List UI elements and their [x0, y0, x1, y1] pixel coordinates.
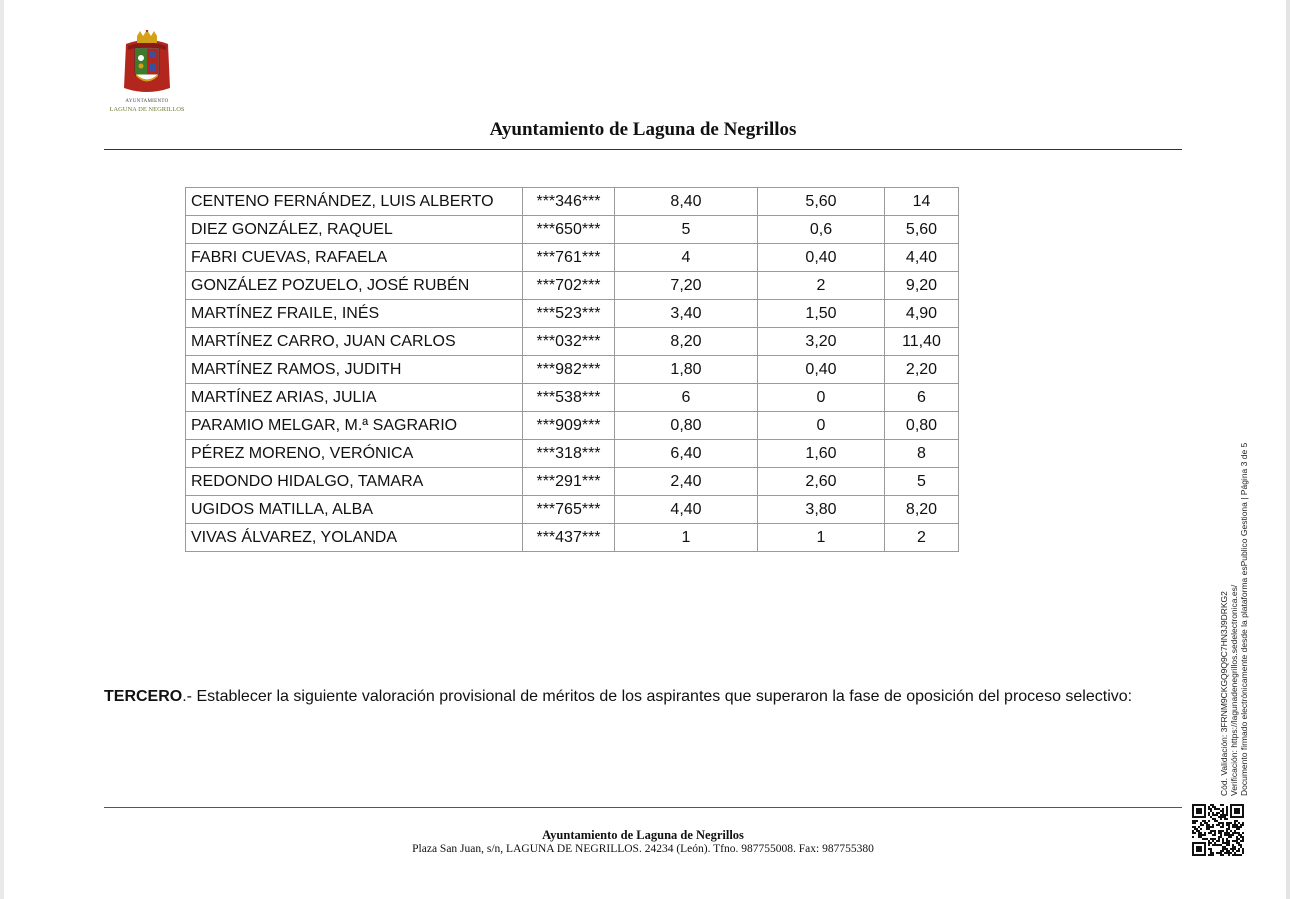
cell-name: MARTÍNEZ FRAILE, INÉS	[186, 300, 523, 328]
cell-total: 2	[885, 524, 959, 552]
footer-rule	[104, 807, 1182, 808]
crest-icon	[122, 30, 172, 98]
table-row	[186, 524, 959, 552]
cell-id: ***437***	[523, 524, 615, 552]
cell-score-b: 0,40	[758, 356, 885, 384]
cell-total: 8,20	[885, 496, 959, 524]
cell-score-a: 6	[615, 384, 758, 412]
cell-score-a: 1,80	[615, 356, 758, 384]
cell-name: UGIDOS MATILLA, ALBA	[186, 496, 523, 524]
cell-total: 6	[885, 384, 959, 412]
cell-score-b: 1,50	[758, 300, 885, 328]
cell-score-a: 4	[615, 244, 758, 272]
cell-score-a: 8,20	[615, 328, 758, 356]
page-edge-right	[1286, 0, 1290, 899]
cell-total: 2,20	[885, 356, 959, 384]
cell-score-b: 0	[758, 412, 885, 440]
cell-score-a: 1	[615, 524, 758, 552]
cell-id: ***346***	[523, 188, 615, 216]
cell-id: ***538***	[523, 384, 615, 412]
paragraph-lead: TERCERO	[104, 688, 183, 705]
cell-total: 9,20	[885, 272, 959, 300]
cell-name: MARTÍNEZ CARRO, JUAN CARLOS	[186, 328, 523, 356]
cell-score-b: 1	[758, 524, 885, 552]
cell-name: VIVAS ÁLVAREZ, YOLANDA	[186, 524, 523, 552]
cell-score-b: 0	[758, 384, 885, 412]
cell-score-a: 0,80	[615, 412, 758, 440]
cell-score-a: 3,40	[615, 300, 758, 328]
cell-total: 0,80	[885, 412, 959, 440]
header-rule	[104, 149, 1182, 150]
scores-table-body	[186, 188, 959, 552]
tercero-paragraph	[104, 688, 1184, 706]
table-row	[186, 412, 959, 440]
cell-score-b: 2	[758, 272, 885, 300]
cell-total: 14	[885, 188, 959, 216]
cell-score-a: 8,40	[615, 188, 758, 216]
cell-score-a: 6,40	[615, 440, 758, 468]
cell-score-b: 2,60	[758, 468, 885, 496]
cell-name: MARTÍNEZ ARIAS, JULIA	[186, 384, 523, 412]
cell-name: GONZÁLEZ POZUELO, JOSÉ RUBÉN	[186, 272, 523, 300]
table-row	[186, 216, 959, 244]
signature-note: Documento firmado electrónicamente desde la plataforma esPublico Gestiona | Página 3 de 5	[1239, 442, 1249, 796]
crest-caption-top: AYUNTAMIENTO	[125, 99, 169, 104]
table-row	[186, 440, 959, 468]
cell-name: REDONDO HIDALGO, TAMARA	[186, 468, 523, 496]
cell-score-b: 5,60	[758, 188, 885, 216]
table-row	[186, 272, 959, 300]
cell-id: ***702***	[523, 272, 615, 300]
cell-score-b: 3,80	[758, 496, 885, 524]
cell-name: DIEZ GONZÁLEZ, RAQUEL	[186, 216, 523, 244]
cell-name: FABRI CUEVAS, RAFAELA	[186, 244, 523, 272]
header-title: Ayuntamiento de Laguna de Negrillos	[489, 119, 797, 140]
table-row	[186, 328, 959, 356]
cell-score-b: 0,40	[758, 244, 885, 272]
page-edge-left	[0, 0, 4, 899]
validation-code: Cód. Validación: 3FRNM9CKGQ9Q9C7HN3J9DRKG2	[1219, 591, 1229, 796]
cell-id: ***909***	[523, 412, 615, 440]
footer-title: Ayuntamiento de Laguna de Negrillos	[542, 828, 744, 842]
cell-id: ***761***	[523, 244, 615, 272]
table-row	[186, 496, 959, 524]
cell-score-b: 3,20	[758, 328, 885, 356]
scores-table	[185, 187, 959, 552]
cell-score-a: 4,40	[615, 496, 758, 524]
cell-total: 5,60	[885, 216, 959, 244]
validation-side-note	[1219, 411, 1249, 796]
qr-code-icon	[1192, 804, 1244, 856]
table-row	[186, 384, 959, 412]
cell-id: ***291***	[523, 468, 615, 496]
table-row	[186, 300, 959, 328]
cell-name: CENTENO FERNÁNDEZ, LUIS ALBERTO	[186, 188, 523, 216]
cell-score-a: 5	[615, 216, 758, 244]
cell-id: ***765***	[523, 496, 615, 524]
cell-id: ***650***	[523, 216, 615, 244]
cell-total: 4,90	[885, 300, 959, 328]
cell-id: ***032***	[523, 328, 615, 356]
table-row	[186, 188, 959, 216]
table-row	[186, 244, 959, 272]
table-row	[186, 356, 959, 384]
cell-id: ***982***	[523, 356, 615, 384]
cell-name: PÉREZ MORENO, VERÓNICA	[186, 440, 523, 468]
cell-score-b: 0,6	[758, 216, 885, 244]
cell-total: 8	[885, 440, 959, 468]
paragraph-text: .- Establecer la siguiente valoración provisional de méritos de los aspirantes que superaron la fase de oposición del proceso selectivo:	[182, 688, 1133, 705]
verification-url: Verificación: https://lagunadenegrillos.sedelectronica.es/	[1229, 584, 1239, 796]
coat-of-arms-logo	[104, 30, 190, 116]
footer-address: Plaza San Juan, s/n, LAGUNA DE NEGRILLOS. 24234 (León). Tfno. 987755008. Fax: 987755380	[412, 843, 874, 855]
cell-score-b: 1,60	[758, 440, 885, 468]
crest-caption-name: LAGUNA DE NEGRILLOS	[109, 106, 185, 113]
cell-total: 4,40	[885, 244, 959, 272]
cell-id: ***523***	[523, 300, 615, 328]
cell-id: ***318***	[523, 440, 615, 468]
cell-name: PARAMIO MELGAR, M.ª SAGRARIO	[186, 412, 523, 440]
table-row	[186, 468, 959, 496]
cell-name: MARTÍNEZ RAMOS, JUDITH	[186, 356, 523, 384]
cell-score-a: 7,20	[615, 272, 758, 300]
cell-score-a: 2,40	[615, 468, 758, 496]
cell-total: 5	[885, 468, 959, 496]
cell-total: 11,40	[885, 328, 959, 356]
